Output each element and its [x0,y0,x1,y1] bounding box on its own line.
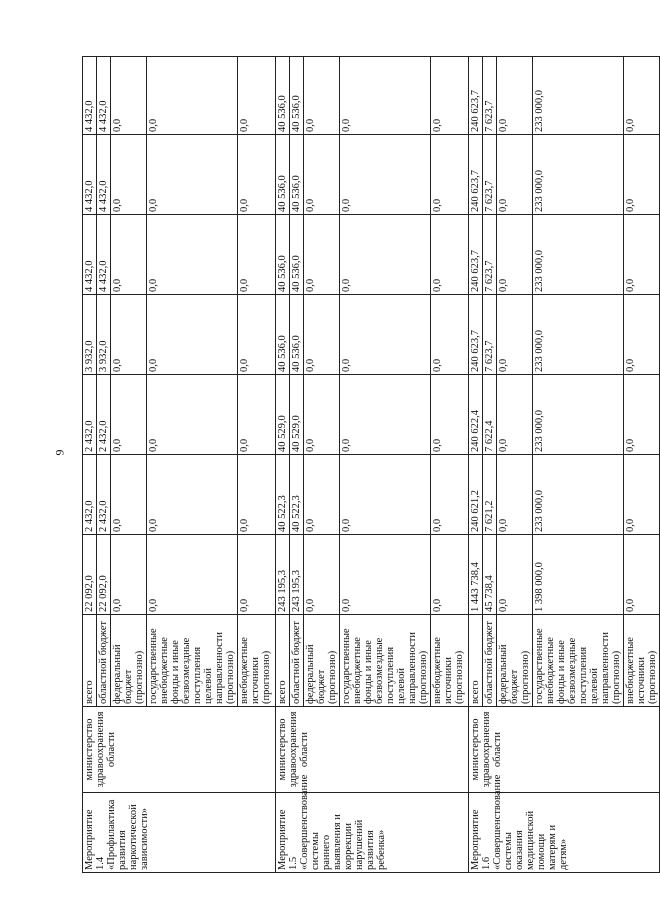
value-cell: 240 623,7 [469,295,483,375]
budget-table [82,56,660,873]
value-cell: 0,0 [624,375,660,455]
value-cell: 0,0 [431,375,469,455]
value-cell: 7 623,7 [483,295,497,375]
source-label: государственные внебюджетные фонды и иные безвозмездные поступления целевой направленности (прогнозно) [340,615,431,707]
value-cell: 0,0 [111,57,147,135]
value-cell: 0,0 [431,535,469,615]
table-row [469,57,483,873]
value-cell: 0,0 [111,135,147,215]
value-cell: 0,0 [497,455,533,535]
value-cell: 0,0 [340,455,431,535]
value-cell: 0,0 [624,295,660,375]
value-cell: 1 443 738,4 [469,535,483,615]
value-cell: 0,0 [431,57,469,135]
value-cell: 0,0 [238,57,276,135]
value-cell: 0,0 [497,215,533,295]
value-cell: 240 623,7 [469,57,483,135]
value-cell: 0,0 [497,535,533,615]
source-label: федеральный бюджет (прогнозно) [497,615,533,707]
budget-table-rotated [82,57,658,873]
activity-name: Мероприятие 1.6 «Совершенствование системы оказания медицинской помощи матерям и детям» [469,793,660,873]
value-cell: 22 092,0 [97,535,111,615]
source-label: федеральный бюджет (прогнозно) [304,615,340,707]
value-cell: 40 536,0 [290,135,304,215]
source-label: внебюджетные источники (прогнозно) [238,615,276,707]
value-cell: 0,0 [624,135,660,215]
value-cell: 243 195,3 [276,535,290,615]
value-cell: 0,0 [304,375,340,455]
value-cell: 7 623,7 [483,215,497,295]
source-label: всего [469,615,483,707]
value-cell: 4 432,0 [83,215,97,295]
value-cell: 0,0 [304,535,340,615]
value-cell: 0,0 [147,375,238,455]
activity-executor: министерство здравоохранения области [469,707,660,793]
value-cell: 3 932,0 [83,295,97,375]
value-cell: 4 432,0 [83,57,97,135]
value-cell: 0,0 [304,135,340,215]
value-cell: 0,0 [147,455,238,535]
activity-name: Мероприятие 1.4 «Профилактика развития наркотической зависимости» [83,793,276,873]
source-label: государственные внебюджетные фонды и иные безвозмездные поступления целевой направленности (прогнозно) [533,615,624,707]
source-label: областной бюджет [97,615,111,707]
table-row [83,57,97,873]
value-cell: 2 432,0 [97,455,111,535]
value-cell: 0,0 [340,295,431,375]
value-cell: 0,0 [304,57,340,135]
value-cell: 233 000,0 [533,57,624,135]
value-cell: 40 529,0 [276,375,290,455]
value-cell: 0,0 [238,135,276,215]
source-label: внебюджетные источники (прогнозно) [624,615,660,707]
value-cell: 7 622,4 [483,375,497,455]
value-cell: 0,0 [431,455,469,535]
value-cell: 2 432,0 [83,375,97,455]
value-cell: 243 195,3 [290,535,304,615]
value-cell: 0,0 [111,215,147,295]
value-cell: 240 621,2 [469,455,483,535]
value-cell: 2 432,0 [97,375,111,455]
value-cell: 22 092,0 [83,535,97,615]
value-cell: 0,0 [147,535,238,615]
value-cell: 0,0 [304,455,340,535]
value-cell: 0,0 [238,215,276,295]
value-cell: 40 536,0 [276,57,290,135]
value-cell: 233 000,0 [533,215,624,295]
value-cell: 4 432,0 [83,135,97,215]
value-cell: 0,0 [431,215,469,295]
value-cell: 40 529,0 [290,375,304,455]
value-cell: 0,0 [624,57,660,135]
value-cell: 233 000,0 [533,455,624,535]
source-label: областной бюджет [290,615,304,707]
value-cell: 0,0 [238,295,276,375]
value-cell: 233 000,0 [533,135,624,215]
value-cell: 4 432,0 [97,215,111,295]
activity-executor: министерство здравоохранения области [276,707,469,793]
value-cell: 0,0 [147,215,238,295]
value-cell: 0,0 [111,375,147,455]
value-cell: 0,0 [304,215,340,295]
value-cell: 0,0 [238,535,276,615]
value-cell: 0,0 [147,295,238,375]
value-cell: 0,0 [624,535,660,615]
value-cell: 45 738,4 [483,535,497,615]
source-label: федеральный бюджет (прогнозно) [111,615,147,707]
value-cell: 1 398 000,0 [533,535,624,615]
value-cell: 240 623,7 [469,215,483,295]
value-cell: 40 536,0 [276,295,290,375]
value-cell: 40 536,0 [290,295,304,375]
value-cell: 0,0 [111,295,147,375]
value-cell: 0,0 [147,57,238,135]
value-cell: 7 623,7 [483,135,497,215]
value-cell: 2 432,0 [83,455,97,535]
activity-name: Мероприятие 1.5 «Совершенствование системы раннего выявления и коррекции нарушений развития ребенка» [276,793,469,873]
value-cell: 0,0 [340,375,431,455]
source-label: государственные внебюджетные фонды и иные безвозмездные поступления целевой направленности (прогнозно) [147,615,238,707]
value-cell: 0,0 [340,135,431,215]
activity-executor: министерство здравоохранения области [83,707,276,793]
value-cell: 0,0 [624,215,660,295]
value-cell: 233 000,0 [533,295,624,375]
value-cell: 0,0 [497,295,533,375]
value-cell: 40 536,0 [276,215,290,295]
value-cell: 0,0 [497,135,533,215]
value-cell: 40 536,0 [290,215,304,295]
value-cell: 0,0 [497,57,533,135]
value-cell: 40 536,0 [290,57,304,135]
source-label: областной бюджет [483,615,497,707]
value-cell: 0,0 [431,295,469,375]
value-cell: 0,0 [111,535,147,615]
value-cell: 4 432,0 [97,57,111,135]
value-cell: 0,0 [497,375,533,455]
value-cell: 0,0 [340,535,431,615]
value-cell: 7 621,2 [483,455,497,535]
value-cell: 0,0 [624,455,660,535]
value-cell: 40 522,3 [290,455,304,535]
page-number: 9 [52,449,67,456]
value-cell: 0,0 [238,455,276,535]
value-cell: 0,0 [340,57,431,135]
value-cell: 0,0 [340,215,431,295]
value-cell: 7 623,7 [483,57,497,135]
value-cell: 233 000,0 [533,375,624,455]
source-label: всего [276,615,290,707]
value-cell: 0,0 [238,375,276,455]
value-cell: 0,0 [111,455,147,535]
value-cell: 40 536,0 [276,135,290,215]
source-label: внебюджетные источники (прогнозно) [431,615,469,707]
table-row [276,57,290,873]
value-cell: 0,0 [431,135,469,215]
value-cell: 40 522,3 [276,455,290,535]
value-cell: 240 622,4 [469,375,483,455]
value-cell: 0,0 [304,295,340,375]
value-cell: 3 932,0 [97,295,111,375]
value-cell: 0,0 [147,135,238,215]
value-cell: 240 623,7 [469,135,483,215]
source-label: всего [83,615,97,707]
value-cell: 4 432,0 [97,135,111,215]
